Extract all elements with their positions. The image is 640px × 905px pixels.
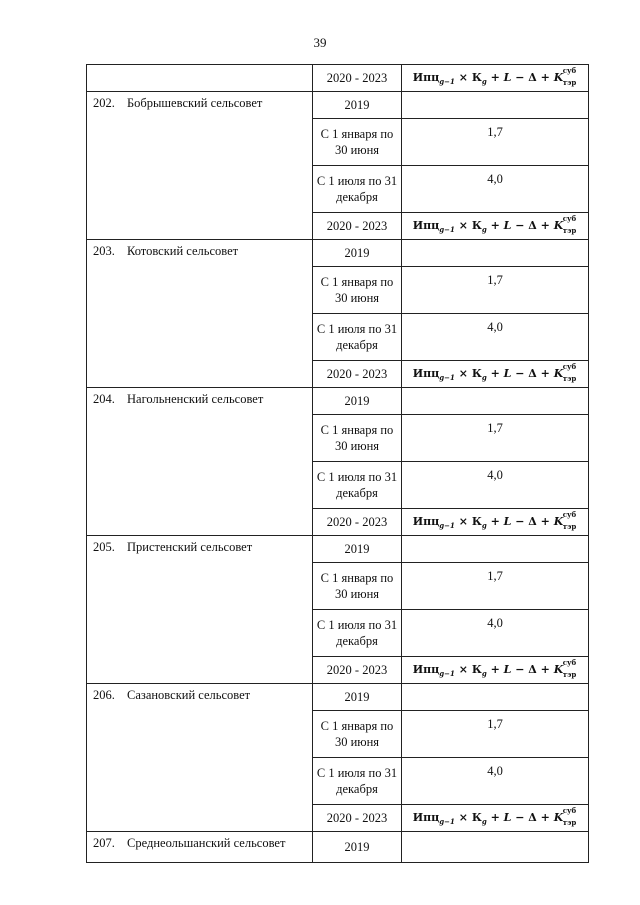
formula-ipc-sub: g−1 <box>439 521 455 531</box>
table-row <box>87 240 589 267</box>
value-cell: 1,7 <box>402 563 589 610</box>
empty-value-cell <box>402 388 589 415</box>
formula-l: L <box>503 70 512 84</box>
formula-delta: Δ <box>528 662 537 676</box>
value-cell: 4,0 <box>402 610 589 657</box>
formula-ipc: Ипц <box>412 218 440 232</box>
table-row <box>87 388 589 415</box>
row-number: 204. <box>93 392 115 406</box>
formula-l: L <box>503 218 512 232</box>
formula-ipc: Ипц <box>412 366 440 380</box>
formula-ipc: Ипц <box>412 514 440 528</box>
empty-name-cell <box>87 65 313 92</box>
formula-times: × <box>458 218 468 232</box>
formula-plus-l: + <box>490 218 500 232</box>
formula-ipc-sub: g−1 <box>439 669 455 679</box>
page-number: 39 <box>313 35 327 50</box>
formula-plus-k: + <box>540 218 550 232</box>
formula-minus: − <box>515 514 525 528</box>
formula-k-ter <box>553 361 578 383</box>
formula-k: К <box>471 810 482 824</box>
formula-minus: − <box>515 810 525 824</box>
value-cell: 4,0 <box>402 314 589 361</box>
formula-l: L <box>503 366 512 380</box>
formula-k-ter-sup: суб <box>562 509 577 519</box>
formula-times: × <box>458 514 468 528</box>
period-cell: 2019 <box>313 92 402 119</box>
formula-k: К <box>471 662 482 676</box>
row-number: 202. <box>93 96 115 110</box>
formula-k-ter-sub: тэр <box>562 521 577 531</box>
tariff-table <box>86 64 589 863</box>
formula-k-ter-sup: суб <box>562 213 577 223</box>
period-cell: С 1 июля по 31 декабря <box>313 610 402 657</box>
municipality-name: Среднеольшанский сельсовет <box>127 836 286 850</box>
formula-ipc-sub: g−1 <box>439 817 455 827</box>
row-number: 203. <box>93 244 115 258</box>
formula-minus: − <box>515 218 525 232</box>
value-cell: 1,7 <box>402 711 589 758</box>
period-cell: 2020 - 2023 <box>313 805 402 832</box>
formula-k-ter-letter: K <box>553 810 564 824</box>
row-number: 205. <box>93 540 115 554</box>
formula-k: К <box>471 366 482 380</box>
formula-delta: Δ <box>528 514 537 528</box>
indexation-formula <box>412 361 578 383</box>
formula-k-ter-sub: тэр <box>562 77 577 87</box>
formula-k-sub: g <box>481 521 487 531</box>
indexation-formula <box>412 213 578 235</box>
formula-k-ter-sub: тэр <box>562 225 577 235</box>
formula-k-ter-sup: суб <box>562 65 577 75</box>
empty-value-cell <box>402 684 589 711</box>
formula-cell <box>402 65 589 92</box>
formula-ipc: Ипц <box>412 810 440 824</box>
formula-k-ter-sub: тэр <box>562 373 577 383</box>
value-cell: 1,7 <box>402 267 589 314</box>
period-cell: 2020 - 2023 <box>313 657 402 684</box>
formula-k-ter-letter: K <box>553 366 564 380</box>
formula-cell <box>402 361 589 388</box>
row-number: 206. <box>93 688 115 702</box>
period-cell: 2019 <box>313 832 402 863</box>
period-cell: С 1 июля по 31 декабря <box>313 314 402 361</box>
formula-cell <box>402 657 589 684</box>
formula-k-ter <box>553 657 578 679</box>
formula-plus-l: + <box>490 810 500 824</box>
municipality-name: Котовский сельсовет <box>127 244 239 258</box>
formula-k-ter-letter: K <box>553 662 564 676</box>
period-cell: 2020 - 2023 <box>313 509 402 536</box>
period-cell: С 1 января по 30 июня <box>313 711 402 758</box>
period-cell: С 1 июля по 31 декабря <box>313 166 402 213</box>
indexation-formula <box>412 509 578 531</box>
formula-ipc: Ипц <box>412 662 440 676</box>
period-cell: 2019 <box>313 684 402 711</box>
empty-value-cell <box>402 92 589 119</box>
formula-k-ter-sup: суб <box>562 361 577 371</box>
formula-k-ter-sub: тэр <box>562 669 577 679</box>
period-cell: 2019 <box>313 240 402 267</box>
formula-delta: Δ <box>528 218 537 232</box>
formula-k-ter-letter: K <box>553 218 564 232</box>
table-body <box>87 65 589 863</box>
formula-k-sub: g <box>481 77 487 87</box>
formula-l: L <box>503 810 512 824</box>
municipality-cell <box>87 536 313 684</box>
formula-k-ter-sup: суб <box>562 805 577 815</box>
municipality-cell <box>87 92 313 240</box>
value-cell: 4,0 <box>402 462 589 509</box>
formula-k: К <box>471 70 482 84</box>
formula-cell <box>402 805 589 832</box>
formula-k-ter <box>553 65 578 87</box>
empty-value-cell <box>402 240 589 267</box>
formula-k-ter <box>553 805 578 827</box>
municipality-cell <box>87 832 313 863</box>
municipality-cell <box>87 240 313 388</box>
formula-plus-k: + <box>540 514 550 528</box>
value-cell: 1,7 <box>402 119 589 166</box>
period-cell: С 1 января по 30 июня <box>313 563 402 610</box>
period-cell: 2020 - 2023 <box>313 65 402 92</box>
municipality-name: Бобрышевский сельсовет <box>127 96 263 110</box>
indexation-formula <box>412 805 578 827</box>
formula-k-sub: g <box>481 817 487 827</box>
period-cell: С 1 января по 30 июня <box>313 267 402 314</box>
formula-k-ter <box>553 213 578 235</box>
formula-minus: − <box>515 366 525 380</box>
value-cell: 4,0 <box>402 758 589 805</box>
formula-cell <box>402 213 589 240</box>
formula-plus-k: + <box>540 810 550 824</box>
row-number: 207. <box>93 836 115 850</box>
formula-times: × <box>458 810 468 824</box>
value-cell: 1,7 <box>402 415 589 462</box>
formula-k-ter-letter: K <box>553 514 564 528</box>
period-cell: С 1 января по 30 июня <box>313 119 402 166</box>
formula-ipc-sub: g−1 <box>439 225 455 235</box>
period-cell: С 1 января по 30 июня <box>313 415 402 462</box>
table-row-continued <box>87 65 589 92</box>
table-row <box>87 536 589 563</box>
period-cell: 2019 <box>313 536 402 563</box>
value-cell: 4,0 <box>402 166 589 213</box>
formula-plus-l: + <box>490 366 500 380</box>
formula-l: L <box>503 662 512 676</box>
table-row <box>87 92 589 119</box>
formula-delta: Δ <box>528 366 537 380</box>
formula-delta: Δ <box>528 70 537 84</box>
formula-k-ter-sub: тэр <box>562 817 577 827</box>
formula-delta: Δ <box>528 810 537 824</box>
formula-plus-l: + <box>490 514 500 528</box>
municipality-name: Пристенский сельсовет <box>127 540 253 554</box>
formula-k-sub: g <box>481 373 487 383</box>
municipality-cell <box>87 388 313 536</box>
formula-minus: − <box>515 70 525 84</box>
table-row <box>87 832 589 863</box>
indexation-formula <box>412 657 578 679</box>
formula-ipc-sub: g−1 <box>439 373 455 383</box>
formula-k-ter <box>553 509 578 531</box>
formula-ipc: Ипц <box>412 70 440 84</box>
formula-plus-l: + <box>490 662 500 676</box>
formula-times: × <box>458 366 468 380</box>
formula-k: К <box>471 218 482 232</box>
indexation-formula <box>412 65 578 87</box>
period-cell: 2019 <box>313 388 402 415</box>
period-cell: С 1 июля по 31 декабря <box>313 758 402 805</box>
formula-plus-k: + <box>540 366 550 380</box>
period-cell: 2020 - 2023 <box>313 213 402 240</box>
municipality-name: Нагольненский сельсовет <box>127 392 264 406</box>
formula-ipc-sub: g−1 <box>439 77 455 87</box>
formula-plus-k: + <box>540 662 550 676</box>
formula-l: L <box>503 514 512 528</box>
municipality-cell <box>87 684 313 832</box>
formula-times: × <box>458 70 468 84</box>
formula-k-sub: g <box>481 669 487 679</box>
empty-value-cell <box>402 832 589 863</box>
formula-k-ter-sup: суб <box>562 657 577 667</box>
formula-cell <box>402 509 589 536</box>
period-cell: С 1 июля по 31 декабря <box>313 462 402 509</box>
table-row <box>87 684 589 711</box>
formula-k-sub: g <box>481 225 487 235</box>
period-cell: 2020 - 2023 <box>313 361 402 388</box>
formula-minus: − <box>515 662 525 676</box>
municipality-name: Сазановский сельсовет <box>127 688 251 702</box>
formula-k-ter-letter: K <box>553 70 564 84</box>
formula-times: × <box>458 662 468 676</box>
formula-k: К <box>471 514 482 528</box>
formula-plus-k: + <box>540 70 550 84</box>
formula-plus-l: + <box>490 70 500 84</box>
empty-value-cell <box>402 536 589 563</box>
